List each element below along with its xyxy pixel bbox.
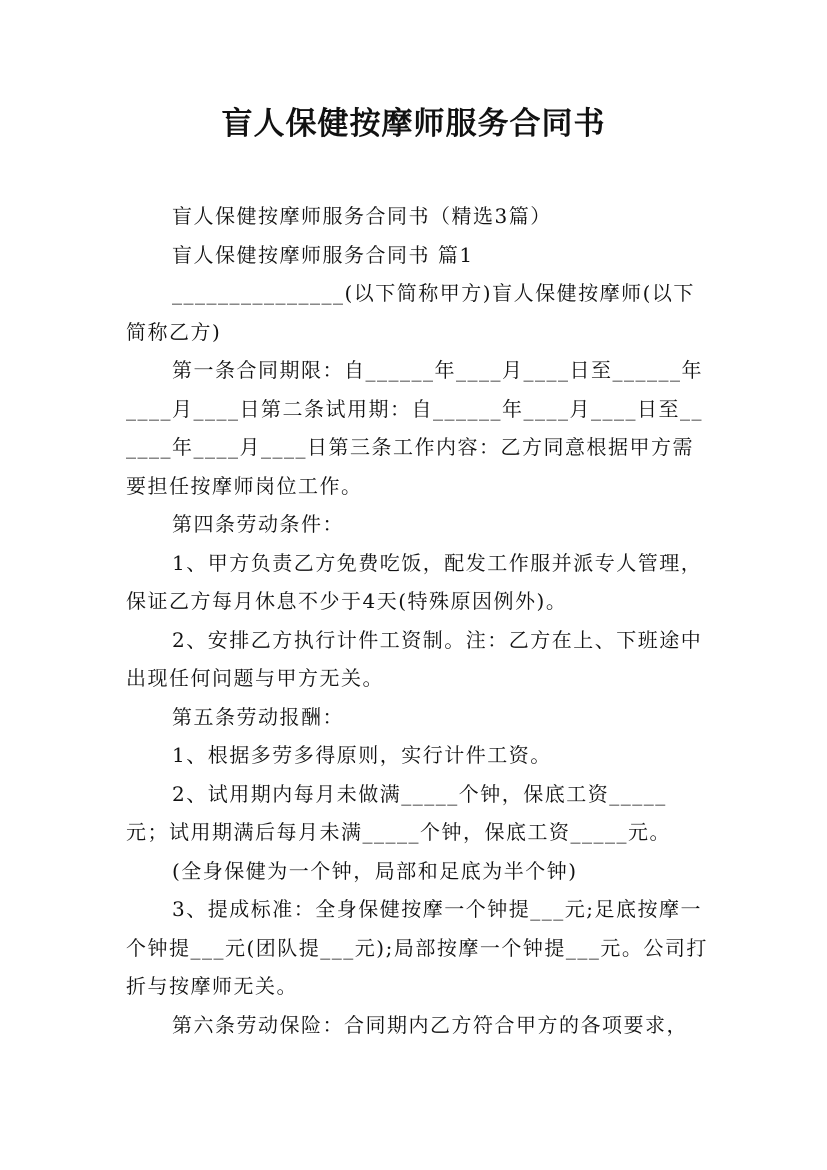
paragraph: 2、安排乙方执行计件工资制。注：乙方在上、下班途中出现任何问题与甲方无关。 [126,627,703,690]
document-body [126,197,708,1044]
paragraph: 第一条合同期限：自______年____月____日至______年____月____日第二条试用期：自______年____月____日至______年____月____日第三条工作内容：乙方同意根据甲方需要担任按摩师岗位工作。 [126,358,703,498]
paragraph: 第五条劳动报酬： [172,704,344,729]
paragraph: (全身保健为一个钟，局部和足底为半个钟) [172,858,578,883]
document-title: 盲人保健按摩师服务合同书 [221,106,606,142]
paragraph: 2、试用期内每月未做满_____个钟，保底工资_____元；试用期满后每月未满_____个钟，保底工资_____元。 [126,781,671,844]
paragraph: 盲人保健按摩师服务合同书（精选3篇） [172,204,552,228]
paragraph: 第六条劳动保险：合同期内乙方符合甲方的各项要求， [172,1012,688,1037]
paragraph: _______________(以下简称甲方)盲人保健按摩师(以下简称乙方) [126,281,695,344]
paragraph: 盲人保健按摩师服务合同书 篇1 [172,242,474,267]
paragraph: 3、提成标准：全身保健按摩一个钟提___元;足底按摩一个钟提___元(团队提___元);局部按摩一个钟提___元。公司打折与按摩师无关。 [126,897,708,998]
paragraph: 第四条劳动条件： [172,512,344,536]
paragraph: 1、甲方负责乙方免费吃饭，配发工作服并派专人管理，保证乙方每月休息不少于4天(特殊原因例外)。 [126,550,703,613]
paragraph: 1、根据多劳多得原则，实行计件工资。 [172,743,552,767]
